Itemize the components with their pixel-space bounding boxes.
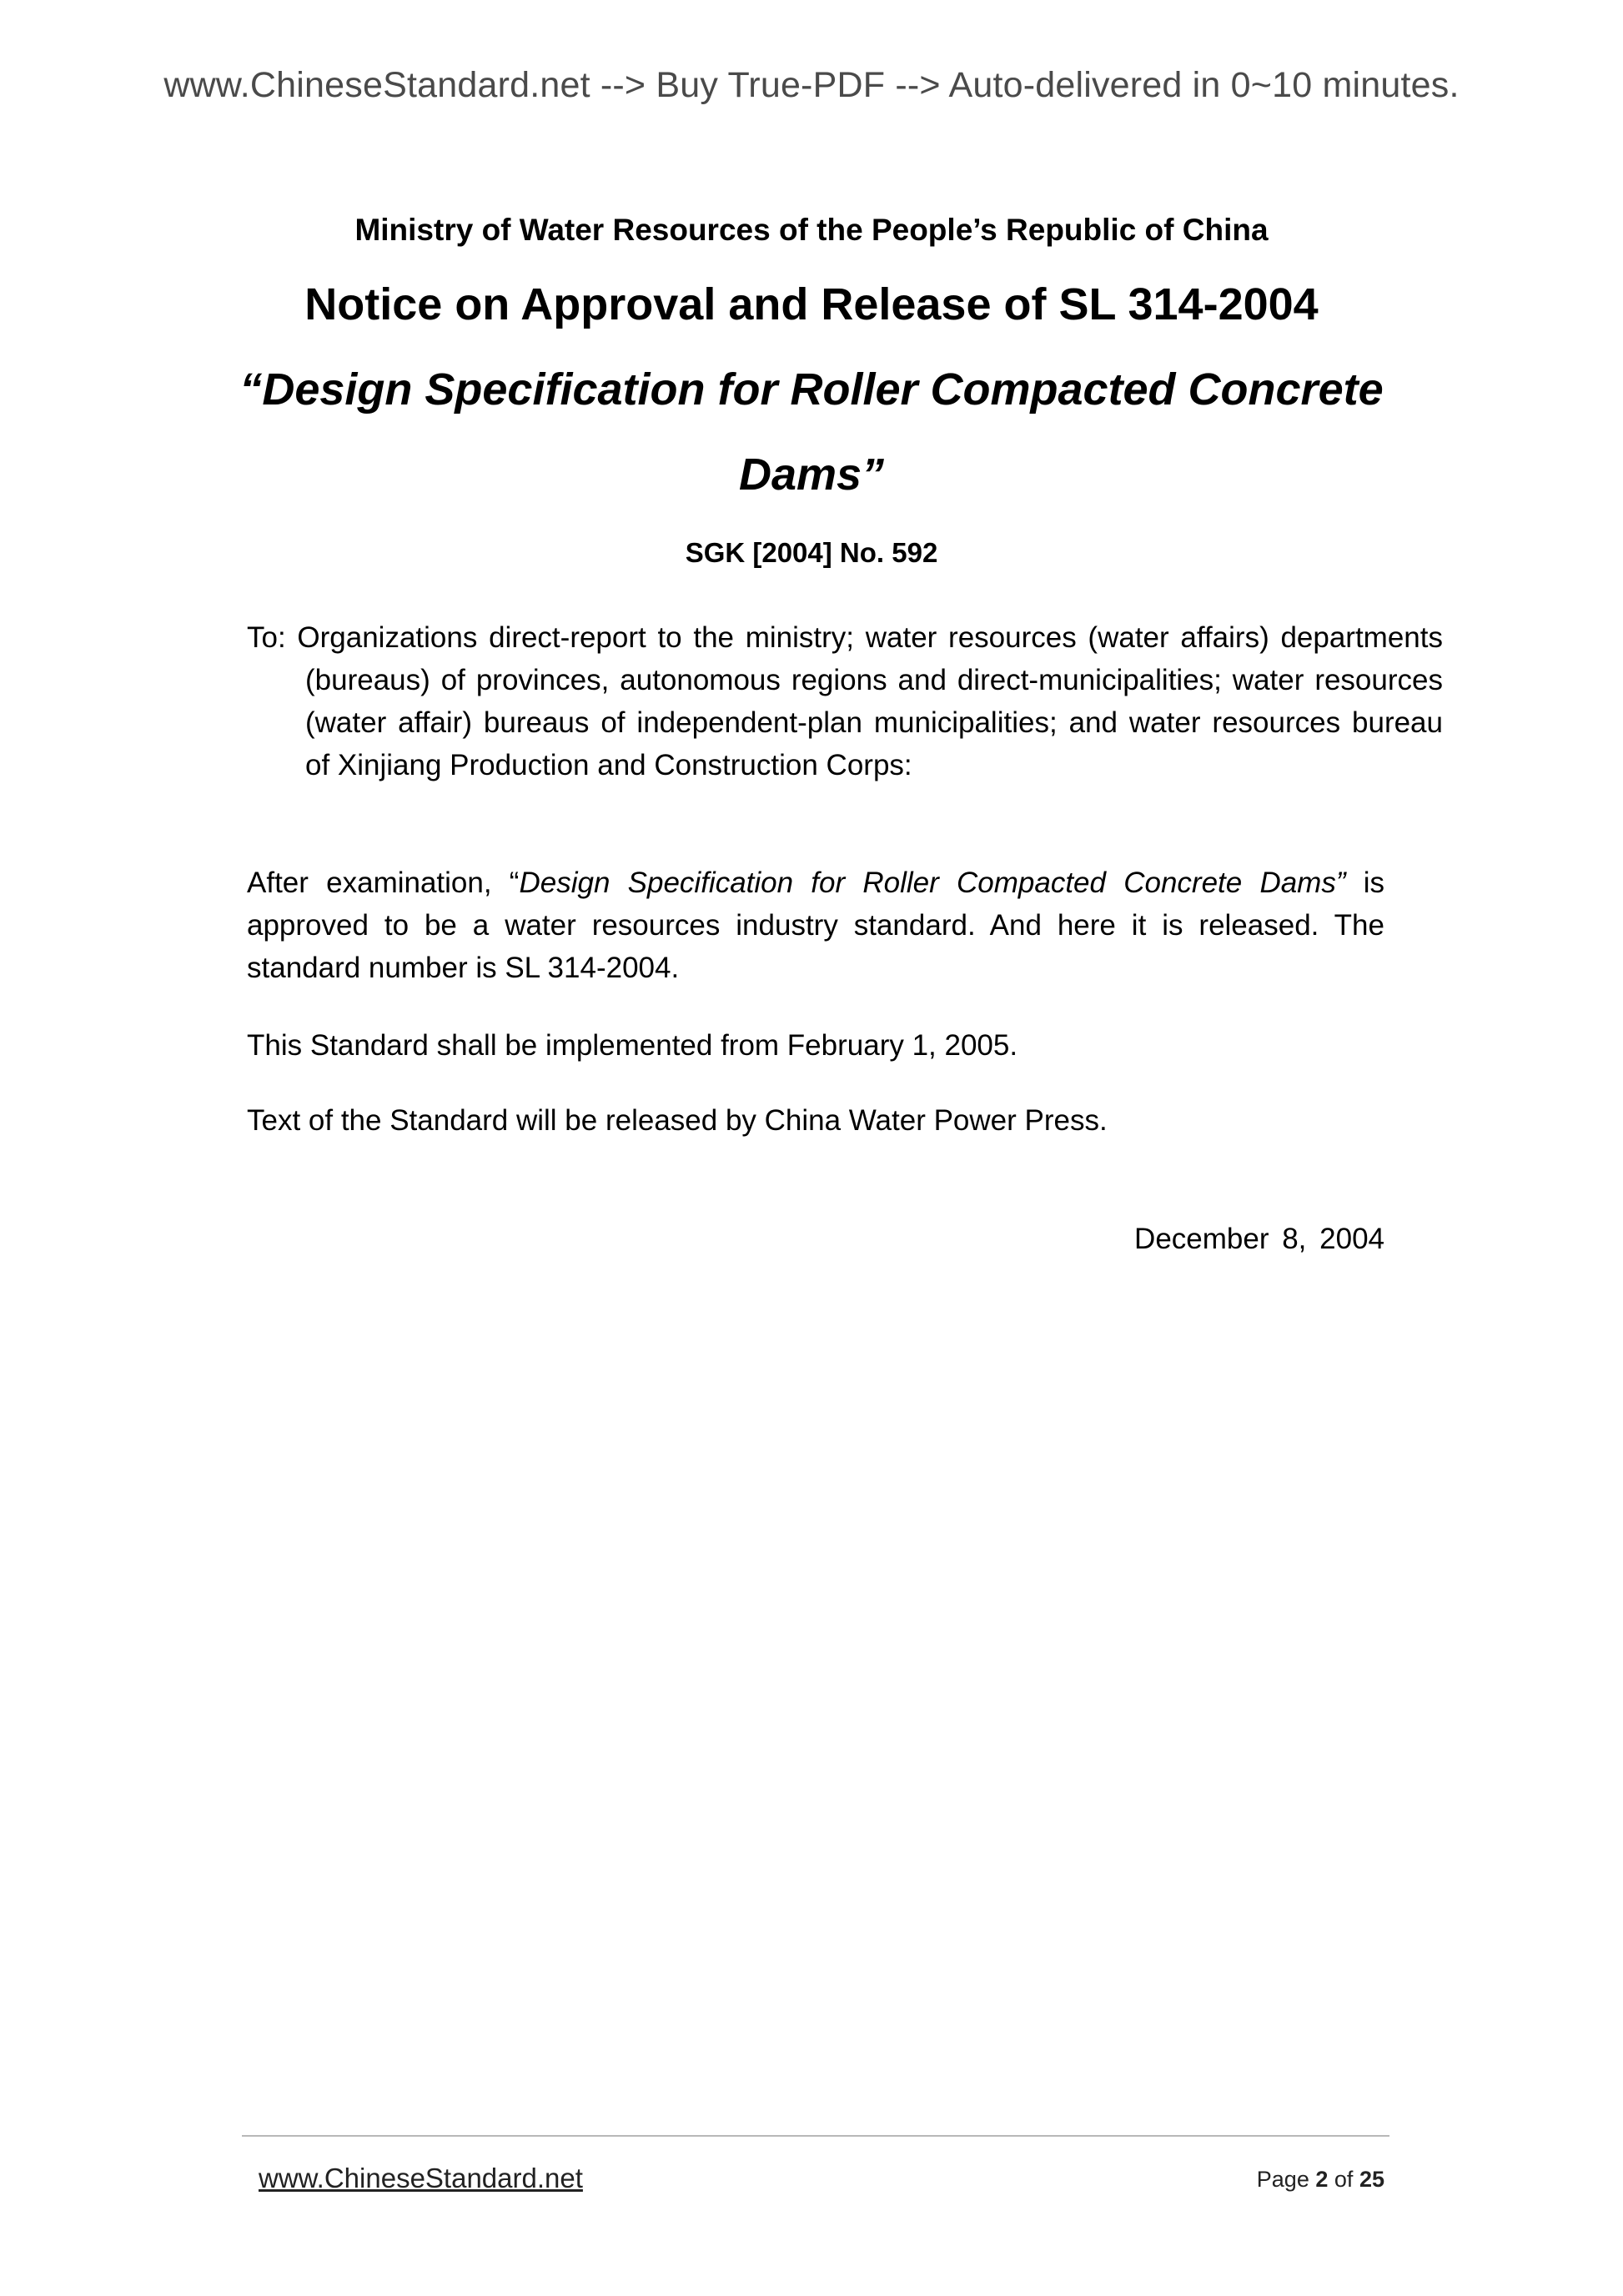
approval-suffix: is approved to be a water resources industry standard. And here it is released. The standard number is SL 314-2004. xyxy=(247,867,1384,984)
page-indicator xyxy=(1257,2167,1384,2193)
issuer-heading: Ministry of Water Resources of the People’s Republic of China xyxy=(354,213,1269,247)
page-of: of xyxy=(1334,2167,1354,2192)
approval-paragraph xyxy=(247,862,1384,989)
implementation-paragraph: This Standard shall be implemented from February 1, 2005. xyxy=(247,1029,1018,1062)
standard-title-line-1: “Design Specification for Roller Compacted Concrete xyxy=(239,364,1384,414)
page-current: 2 xyxy=(1315,2167,1329,2192)
addressee-paragraph: To: Organizations direct-report to the ministry; water resources (water affairs) departments (bureaus) of provinces, autonomous regions and direct-municipalities; water resources (water affair) bureaus of independent-plan municipalities; and water resources bureau of Xinjiang Production and Construction Corps: xyxy=(247,621,1443,781)
release-date: December 8, 2004 xyxy=(1134,1223,1384,1255)
approval-prefix: After examination, “ xyxy=(247,867,520,899)
page-total: 25 xyxy=(1359,2167,1384,2192)
footer-divider xyxy=(242,2135,1389,2137)
notice-title: Notice on Approval and Release of SL 314-2004 xyxy=(304,279,1319,329)
page-word: Page xyxy=(1256,2167,1309,2192)
approval-standard-title: Design Specification for Roller Compacted Concrete Dams” xyxy=(519,867,1346,899)
document-number: SGK [2004] No. 592 xyxy=(685,537,938,568)
top-banner-link[interactable]: www.ChineseStandard.net --> Buy True-PDF --> Auto-delivered in 0~10 minutes. xyxy=(163,65,1460,105)
standard-title-line-2: Dams” xyxy=(738,450,885,500)
publisher-paragraph: Text of the Standard will be released by China Water Power Press. xyxy=(247,1104,1108,1137)
footer-website-link[interactable]: www.ChineseStandard.net xyxy=(259,2163,583,2193)
